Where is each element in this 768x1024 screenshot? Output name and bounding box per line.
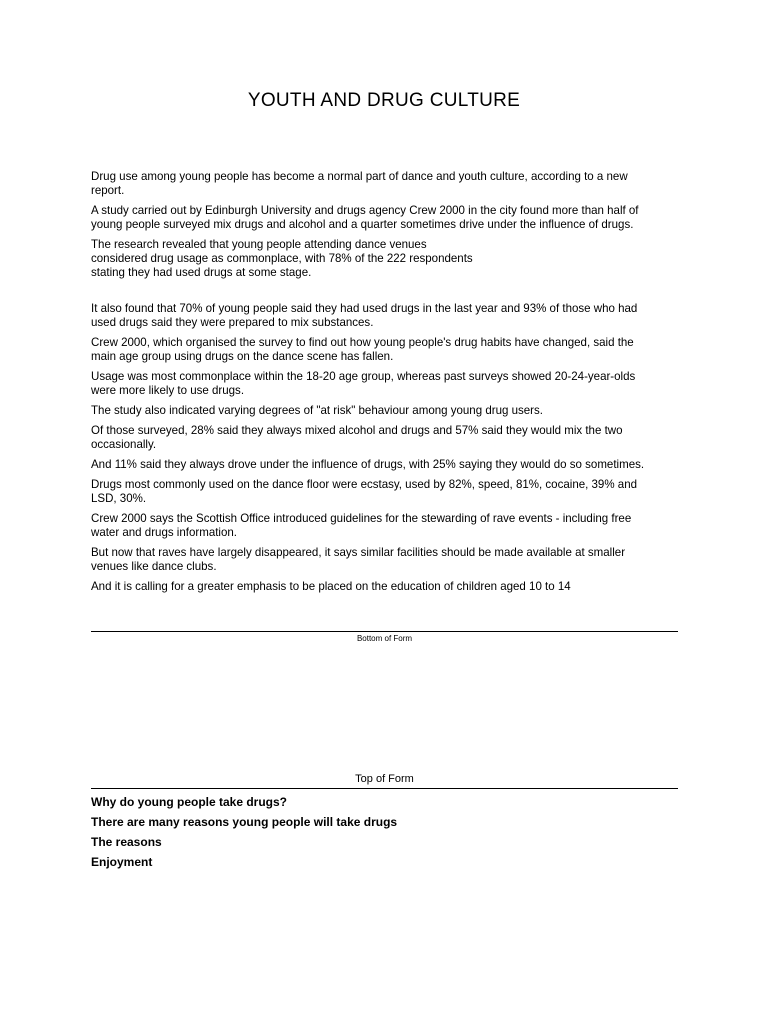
- bottom-of-form-divider: [91, 631, 678, 632]
- heading-why-drugs: Why do young people take drugs?: [91, 795, 288, 809]
- section-headings: [91, 795, 681, 875]
- paragraph-study: A study carried out by Edinburgh University and drugs agency Crew 2000 in the city found more than half of young people surveyed mix drugs and alcohol and a quarter sometimes drive under the influence of drugs.: [91, 203, 639, 231]
- article-body: [91, 169, 657, 599]
- paragraph-raves: But now that raves have largely disappeared, it says similar facilities should be made available at smaller venues like dance clubs.: [91, 545, 626, 573]
- paragraph-guidelines: Crew 2000 says the Scottish Office introduced guidelines for the stewarding of rave events - including free water and drugs information.: [91, 511, 632, 539]
- top-of-form-label: Top of Form: [355, 773, 414, 785]
- paragraph-crew-2000: Crew 2000, which organised the survey to find out how young people's drug habits have changed, said the main age group using drugs on the dance scene has fallen.: [91, 335, 634, 363]
- paragraph-driving: And 11% said they always drove under the influence of drugs, with 25% saying they would do so sometimes.: [91, 457, 645, 471]
- paragraph-alcohol-mix: Of those surveyed, 28% said they always mixed alcohol and drugs and 57% said they would mix the two occasionally.: [91, 423, 623, 451]
- paragraph-70-percent: It also found that 70% of young people said they had used drugs in the last year and 93% of those who had used drugs said they were prepared to mix substances.: [91, 301, 638, 329]
- paragraph-at-risk: The study also indicated varying degrees of "at risk" behaviour among young drug users.: [91, 403, 543, 417]
- heading-many-reasons: There are many reasons young people will take drugs: [91, 815, 398, 829]
- paragraph-drugs-used: Drugs most commonly used on the dance floor were ecstasy, used by 82%, speed, 81%, cocaine, 39% and LSD, 30%.: [91, 477, 638, 505]
- paragraph-education: And it is calling for a greater emphasis to be placed on the education of children aged 10 to 14: [91, 579, 571, 593]
- paragraph-intro: Drug use among young people has become a normal part of dance and youth culture, according to a new report.: [91, 169, 628, 197]
- heading-enjoyment: Enjoyment: [91, 855, 153, 869]
- top-of-form-divider: [91, 788, 678, 789]
- heading-the-reasons: The reasons: [91, 835, 162, 849]
- document-title: YOUTH AND DRUG CULTURE: [247, 90, 521, 111]
- bottom-of-form-label: Bottom of Form: [356, 634, 413, 643]
- paragraph-research: The research revealed that young people attending dance venues considered drug usage as commonplace, with 78% of the 222 respondents stating they had used drugs at some stage.: [91, 237, 473, 279]
- paragraph-age-group: Usage was most commonplace within the 18-20 age group, whereas past surveys showed 20-24-year-olds were more likely to use drugs.: [91, 369, 636, 397]
